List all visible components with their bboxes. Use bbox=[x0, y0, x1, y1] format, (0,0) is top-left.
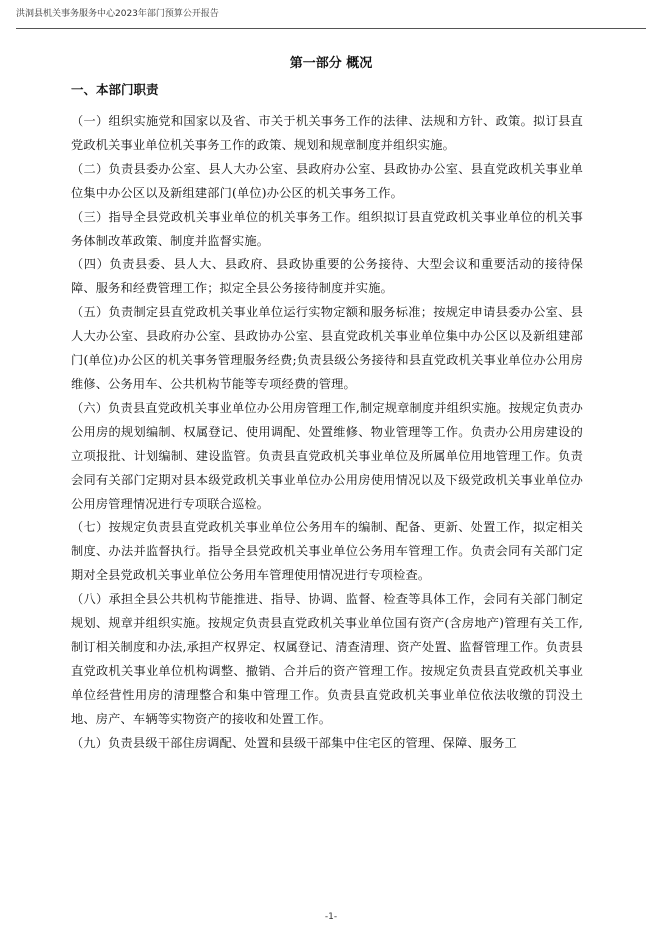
part-title: 第一部分 概况 bbox=[289, 56, 373, 71]
page-number: -1- bbox=[324, 912, 338, 922]
duty-item-4: （四）负责县委、县人大、县政府、县政协重要的公务接待、大型会议和重要活动的接待保障、服务和经费管理工作；拟定全县公务接待制度并实施。 bbox=[71, 257, 583, 296]
duty-item-3: （三）指导全县党政机关事业单位的机关事务工作。组织拟订县直党政机关事业单位的机关事务体制改革政策、制度并监督实施。 bbox=[71, 209, 583, 248]
duty-item-5: （五）负责制定县直党政机关事业单位运行实物定额和服务标准；按规定申请县委办公室、县人大办公室、县政府办公室、县政协办公室、县直党政机关事业单位集中办公区以及新组建部门(单位)办公区的机关事务管理服务经费;负责县级公务接待和县直党政机关事业单位办公用房维修、公务用车、公共机构节能等专项经费的管理。 bbox=[71, 305, 583, 391]
duty-item-6: （六）负责县直党政机关事业单位办公用房管理工作,制定规章制度并组织实施。按规定负责办公用房的规划编制、权属登记、使用调配、处置维修、物业管理等工作。负责办公用房建设的立项报批、计划编制、建设监管。负责县直党政机关事业单位及所属单位用地管理工作。负责会同有关部门定期对县本级党政机关事业单位办公用房使用情况以及下级党政机关事业单位办公用房管理情况进行专项联合巡检。 bbox=[71, 400, 583, 511]
header-rule bbox=[16, 28, 646, 29]
duty-item-9: （九）负责县级干部住房调配、处置和县级干部集中住宅区的管理、保障、服务工 bbox=[71, 735, 517, 750]
running-header: 洪洞县机关事务服务中心2023年部门预算公开报告 bbox=[16, 9, 219, 19]
duties-body bbox=[71, 110, 583, 755]
duty-item-1: （一）组织实施党和国家以及省、市关于机关事务工作的法律、法规和方针、政策。拟订县直党政机关事业单位机关事务工作的政策、规划和规章制度并组织实施。 bbox=[71, 114, 583, 152]
duty-item-2: （二）负责县委办公室、县人大办公室、县政府办公室、县政协办公室、县直党政机关事业单位集中办公区以及新组建部门(单位)办公区的机关事务工作。 bbox=[71, 161, 583, 200]
duty-item-7: （七）按规定负责县直党政机关事业单位公务用车的编制、配备、更新、处置工作，拟定相关制度、办法并监督执行。指导全县党政机关事业单位公务用车管理工作。负责会同有关部门定期对全县党政机关事业单位公务用车管理使用情况进行专项检查。 bbox=[71, 520, 583, 583]
duty-item-8: （八）承担全县公共机构节能推进、指导、协调、监督、检查等具体工作，会同有关部门制定规划、规章并组织实施。按规定负责县直党政机关事业单位国有资产(含房地产)管理有关工作,制订相关制度和办法,承担产权界定、权属登记、清查清理、资产处置、监督管理工作。负责县直党政机关事业单位机构调整、撤销、合并后的资产管理工作。按规定负责县直党政机关事业单位经营性用房的清理整合和集中管理工作。负责县直党政机关事业单位依法收缴的罚没土地、房产、车辆等实物资产的接收和处置工作。 bbox=[71, 592, 583, 726]
section-heading: 一、本部门职责 bbox=[71, 82, 159, 97]
